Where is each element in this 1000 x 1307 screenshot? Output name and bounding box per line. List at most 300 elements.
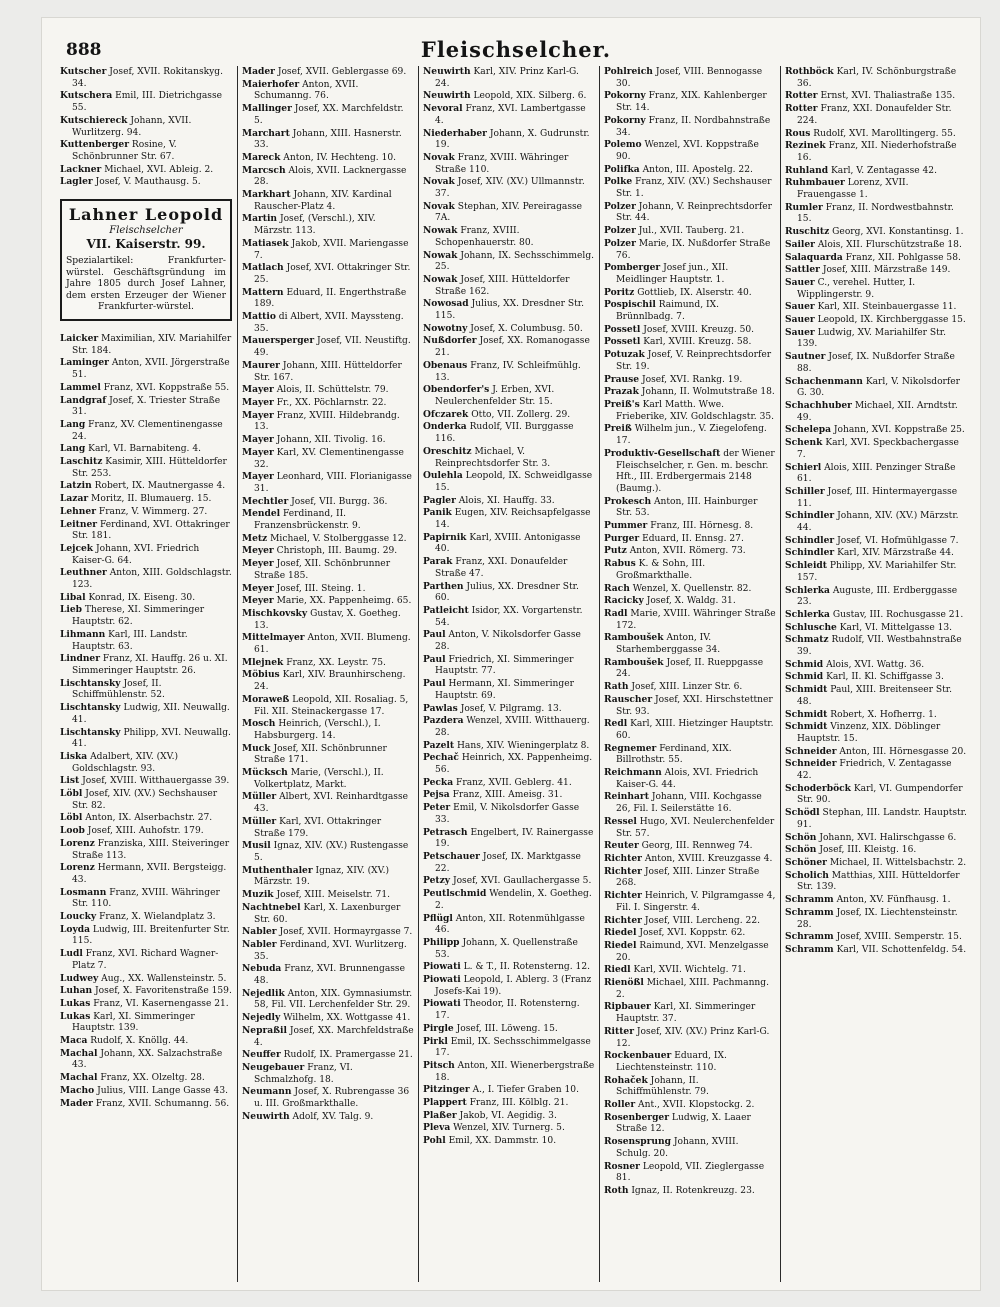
- directory-entry: [600, 743, 778, 767]
- column-4-entries: [600, 66, 778, 1198]
- entry-name: Nepraßil: [242, 1024, 287, 1036]
- entry-details: Anton, III. Hörnesgasse 20.: [839, 746, 967, 757]
- entry-details: Anton, XIII. Goldschlagstr. 123.: [72, 568, 232, 591]
- directory-entry: [56, 419, 234, 443]
- entry-name: Rothböck: [785, 66, 834, 77]
- entry-details: Johann, II. Wolmutstraße 18.: [641, 387, 775, 398]
- entry-name: Petrasch: [423, 826, 468, 838]
- column-2: [237, 66, 416, 1282]
- entry-name: Prause: [604, 373, 640, 385]
- entry-name: Reinhart: [604, 791, 649, 803]
- entry-details: Karl, III. Landstr. Hauptstr. 63.: [72, 629, 188, 652]
- entry-details: Josef, II. Rueppgasse 24.: [616, 657, 764, 680]
- entry-name: Lackner: [60, 163, 102, 175]
- entry-name: Sauer: [785, 314, 815, 326]
- entry-name: Radl: [604, 607, 628, 619]
- column-1: [56, 66, 234, 1282]
- directory-entry: [600, 336, 778, 349]
- directory-entry: [600, 977, 778, 1001]
- directory-entry: [419, 90, 597, 103]
- entry-details: Josef, XII. Schönbrunner Straße 185.: [254, 559, 391, 581]
- ad-trade: Fleischselcher: [109, 225, 183, 237]
- directory-entry: [600, 694, 778, 718]
- ad-company-name: Lahner Leopold: [68, 205, 224, 225]
- directory-entry: [238, 335, 416, 359]
- entry-name: Macho: [60, 1084, 95, 1096]
- entry-details: Emil, V. Nikolsdorfer Gasse 33.: [435, 803, 580, 825]
- directory-entry: [600, 90, 778, 114]
- entry-details: Leonhard, VIII. Florianigasse 31.: [254, 472, 412, 494]
- directory-entry: [238, 397, 416, 410]
- entry-name: Polemo: [604, 139, 642, 151]
- directory-entry: [781, 264, 969, 277]
- directory-entry: [56, 456, 234, 480]
- directory-entry: [600, 632, 778, 656]
- entry-name: Polke: [604, 176, 633, 188]
- directory-entry: [419, 1097, 597, 1110]
- entry-name: Mader: [242, 66, 275, 77]
- entry-name: Muck: [242, 742, 271, 754]
- entry-name: Possetl: [604, 336, 641, 348]
- directory-entry: [419, 1036, 597, 1060]
- entry-details: Hermann, XI. Simmeringer Hauptstr. 69.: [435, 679, 574, 701]
- entry-name: Onderka: [423, 421, 467, 433]
- entry-details: Anton, XII. Wienerbergstraße 18.: [435, 1060, 595, 1083]
- entry-name: Lang: [60, 443, 86, 455]
- entry-name: Pirkl: [423, 1035, 448, 1047]
- entry-details: Franz, X. Wielandplatz 3.: [99, 912, 216, 923]
- entry-details: Josef, XIV. (XV.) Sechshauser Str. 82.: [72, 789, 218, 811]
- directory-entry: [600, 1050, 778, 1074]
- entry-name: Mattio: [242, 311, 276, 323]
- directory-entry: [600, 299, 778, 323]
- entry-details: Karl, XIV. Braunhirscheng. 24.: [254, 670, 406, 693]
- entry-name: Putz: [604, 545, 627, 557]
- entry-details: Franziska, XIII. Steiveringer Straße 113.: [72, 838, 230, 861]
- entry-details: Josef, VII. Burgg. 36.: [291, 496, 388, 507]
- entry-details: Raimund, IX. Brünnlbadg. 7.: [616, 300, 719, 323]
- directory-entry: [419, 937, 597, 961]
- entry-name: Paul: [423, 678, 446, 690]
- directory-entry: [781, 424, 969, 437]
- directory-entry: [56, 678, 234, 702]
- entry-name: Richter: [604, 865, 642, 877]
- entry-details: Rudolf, X. Knöllg. 44.: [90, 1036, 189, 1047]
- directory-entry: [600, 595, 778, 608]
- entry-name: Schierl: [785, 461, 822, 473]
- directory-entry: [56, 812, 234, 825]
- entry-details: Leopold, IX. Kirchberggasse 15.: [817, 315, 966, 326]
- entry-details: Franz, XVIII. Hildebrandg. 13.: [254, 410, 400, 433]
- entry-name: Pazdera: [423, 715, 464, 727]
- entry-details: Josef, VII. Neustiftg. 49.: [254, 336, 411, 359]
- entry-details: Engelbert, IV. Rainergasse 19.: [435, 827, 594, 850]
- entry-details: Eugen, XIV. Reichsapfelgasse 14.: [435, 508, 591, 531]
- entry-name: Regnemer: [604, 742, 657, 754]
- entry-name: Schön: [785, 831, 817, 843]
- entry-name: Polzer: [604, 200, 636, 212]
- directory-entry: [238, 632, 416, 656]
- directory-entry: [56, 973, 234, 986]
- entry-details: Franz, XIX. Kahlenberger Str. 14.: [616, 91, 767, 114]
- directory-entry: [238, 889, 416, 902]
- entry-name: Ritter: [604, 1025, 634, 1037]
- directory-entry: [56, 887, 234, 911]
- entry-details: Therese, XI. Simmeringer Hauptstr. 62.: [72, 605, 205, 628]
- directory-entry: [56, 751, 234, 775]
- entry-details: Johann, XVI. Friedrich Kaiser-G. 64.: [72, 543, 200, 566]
- entry-details: Karl, XVI. Speckbachergasse 7.: [797, 438, 959, 460]
- entry-details: Rudolf, XVI. Marolltingerg. 55.: [813, 128, 956, 139]
- entry-name: Prazak: [604, 386, 639, 398]
- entry-name: Schmid: [785, 658, 824, 670]
- entry-details: Anton, XV. Fünfhausg. 1.: [836, 895, 951, 906]
- entry-details: Anton, XVII. Schumanng. 76.: [254, 79, 359, 102]
- directory-entry: [419, 470, 597, 494]
- page-title: Fleischselcher.: [420, 37, 612, 62]
- entry-name: Pecka: [423, 776, 454, 788]
- directory-entry: [781, 857, 969, 870]
- entry-details: Leopold, XII. Rosaliag. 5, Fil. XII. Steinackergasse 17.: [254, 694, 409, 717]
- directory-entry: [419, 998, 597, 1022]
- directory-entry: [600, 374, 778, 387]
- directory-entry: [56, 825, 234, 838]
- entry-details: Franz, VI. Schmalzhofg. 18.: [254, 1062, 353, 1085]
- entry-details: Ludwig, XII. Neuwallg. 41.: [72, 703, 230, 725]
- directory-entry: [56, 998, 234, 1011]
- entry-details: Robert, X. Hofherrg. 1.: [830, 709, 937, 720]
- entry-name: Rosner: [604, 1160, 640, 1172]
- entry-name: Nowak: [423, 225, 458, 237]
- directory-entry: [238, 902, 416, 926]
- entry-name: Mittelmayer: [242, 632, 305, 644]
- directory-entry: [238, 1086, 416, 1110]
- directory-entry: [419, 446, 597, 470]
- directory-entry: [56, 115, 234, 139]
- entry-details: Ant., XVII. Klopstockg. 2.: [638, 1100, 755, 1111]
- entry-details: Alois, XII. Flurschützstraße 18.: [817, 239, 962, 250]
- entry-details: Robert, IX. Mautnergasse 4.: [94, 481, 226, 492]
- entry-details: Karl, VI. Mittelgasse 13.: [839, 622, 953, 633]
- directory-entry: [419, 777, 597, 790]
- entry-details: Karl, VII. Schottenfeldg. 54.: [836, 944, 967, 955]
- entry-name: Kutschera: [60, 90, 113, 102]
- directory-entry: [419, 715, 597, 739]
- entry-name: Mayer: [242, 384, 274, 396]
- directory-entry: [600, 608, 778, 632]
- entry-details: Karl, XIII. Hietzinger Hauptstr. 60.: [616, 719, 774, 741]
- entry-details: Wilhelm jun., V. Ziegelofeng. 17.: [616, 424, 767, 447]
- entry-details: Josef, XVI. Ottakringer Str. 25.: [254, 263, 411, 285]
- entry-name: Scholich: [785, 869, 829, 881]
- entry-name: Machal: [60, 1072, 98, 1084]
- entry-details: Friedrich, V. Zentagasse 42.: [797, 759, 952, 782]
- entry-name: Rabus: [604, 558, 636, 570]
- entry-details: Vinzenz, XIX. Döblinger Hauptstr. 15.: [797, 722, 941, 744]
- entry-details: Kasimir, XIII. Hütteldorfer Str. 253.: [72, 457, 227, 479]
- entry-details: A., I. Tiefer Graben 10.: [472, 1085, 579, 1096]
- entry-name: Neumann: [242, 1086, 292, 1098]
- entry-details: Josef, III. Steing. 1.: [276, 583, 366, 594]
- directory-entry: [781, 894, 969, 907]
- entry-details: Johann, XIII. Hasnerstr. 33.: [254, 128, 402, 151]
- entry-details: der Wiener Fleischselcher, r. Gen. m. beschr. Hft., III. Erdbergermais 2148 (Baumg.).: [616, 448, 775, 494]
- directory-entry: [56, 604, 234, 628]
- entry-name: Lischtansky: [60, 677, 121, 689]
- directory-entry: [56, 493, 234, 506]
- directory-entry: [419, 66, 597, 90]
- entry-name: Schlusche: [785, 621, 837, 633]
- entry-name: Schindler: [785, 534, 835, 546]
- directory-entry: [781, 277, 969, 301]
- entry-name: Piowati: [423, 974, 461, 986]
- entry-name: Metz: [242, 532, 268, 544]
- entry-name: Muzik: [242, 889, 274, 901]
- entry-name: Plappert: [423, 1097, 467, 1109]
- directory-entry: [600, 853, 778, 866]
- directory-entry: [238, 447, 416, 471]
- entry-name: Nowak: [423, 249, 458, 261]
- directory-entry: [238, 545, 416, 558]
- directory-entry: [781, 400, 969, 424]
- entry-details: Karl, XVIII. Kreuzg. 58.: [643, 337, 752, 348]
- entry-name: Marchart: [242, 127, 290, 139]
- entry-name: Musil: [242, 840, 271, 852]
- entry-name: Pejsa: [423, 789, 450, 801]
- entry-name: Sailer: [785, 238, 815, 250]
- entry-name: Schramm: [785, 931, 834, 943]
- directory-entry: [600, 115, 778, 139]
- directory-entry: [238, 311, 416, 335]
- entry-details: Rudolf, VII. Westbahnstraße 39.: [797, 635, 962, 658]
- directory-entry: [56, 164, 234, 177]
- directory-entry: [781, 103, 969, 127]
- entry-details: L. & T., II. Rotensterng. 12.: [463, 962, 590, 973]
- directory-entry: [419, 495, 597, 508]
- directory-entry: [781, 807, 969, 831]
- directory-entry: [419, 629, 597, 653]
- entry-details: Josef, V. Reinprechtsdorfer Str. 19.: [616, 350, 772, 372]
- directory-entry: [56, 788, 234, 812]
- entry-name: Obendorfer's: [423, 384, 490, 396]
- directory-entry: [600, 520, 778, 533]
- directory-entry: [600, 558, 778, 582]
- directory-entry: [56, 702, 234, 726]
- directory-entry: [781, 314, 969, 327]
- column-1-entries-bottom: [56, 333, 234, 1110]
- entry-name: Plaßer: [423, 1109, 457, 1121]
- entry-name: Laminger: [60, 357, 109, 369]
- directory-entry: [419, 128, 597, 152]
- directory-entry: [600, 164, 778, 177]
- directory-entry: [419, 581, 597, 605]
- entry-name: Oreschitz: [423, 445, 472, 457]
- directory-entry: [238, 840, 416, 864]
- entry-details: Anton, III. Apostelg. 22.: [642, 164, 753, 175]
- entry-details: Rudolf, VII. Burggasse 116.: [435, 422, 574, 445]
- directory-entry: [56, 1098, 234, 1111]
- entry-details: Anton, XIX. Gymnasiumstr. 58, Fil. VII. Lerchenfelder Str. 29.: [254, 988, 413, 1011]
- entry-details: Josef, XII. Schönbrunner Straße 171.: [254, 743, 387, 766]
- entry-name: Löbl: [60, 788, 83, 800]
- entry-details: Karl, XIV. Prinz Karl-G. 24.: [435, 67, 579, 89]
- entry-details: Franz, IV. Schleifmühlg. 13.: [435, 360, 581, 383]
- entry-name: Nejedly: [242, 1012, 281, 1024]
- directory-entry: [419, 335, 597, 359]
- entry-details: Anton, XVII. Blumeng. 61.: [254, 633, 411, 656]
- entry-details: Karl, XV. Clementinengasse 32.: [254, 447, 404, 470]
- entry-name: Ressel: [604, 815, 637, 827]
- entry-name: Laicker: [60, 333, 99, 344]
- entry-details: Josef, XVIII. Semperstr. 15.: [836, 932, 962, 943]
- directory-entry: [56, 90, 234, 114]
- entry-name: Schindler: [785, 547, 835, 559]
- advertisement-box: [60, 199, 232, 321]
- entry-name: Lorenz: [60, 837, 95, 849]
- entry-name: Markhart: [242, 189, 291, 201]
- column-3: [418, 66, 597, 1282]
- directory-entry: [419, 1023, 597, 1036]
- entry-details: Anton, IV. Starhemberggasse 34.: [616, 633, 721, 656]
- directory-entry: [600, 386, 778, 399]
- entry-name: Neugebauer: [242, 1061, 305, 1073]
- entry-details: Hans, XIV. Wieningerplatz 8.: [457, 740, 590, 751]
- entry-name: Lorenz: [60, 862, 95, 874]
- entry-name: Lehner: [60, 505, 96, 517]
- entry-details: Wilhelm, XX. Wottgasse 41.: [283, 1013, 411, 1024]
- entry-details: Josef, X. Favoritenstraße 159.: [95, 986, 232, 997]
- entry-name: Obenaus: [423, 359, 468, 371]
- entry-details: Adolf, XV. Talg. 9.: [292, 1111, 374, 1122]
- directory-entry: [781, 907, 969, 931]
- entry-name: Meyer: [242, 595, 274, 607]
- entry-details: Franz, III. Hörnesg. 8.: [650, 521, 754, 532]
- entry-name: Matlach: [242, 262, 284, 274]
- entry-details: Anton, XVII. Jörgerstraße 51.: [72, 358, 230, 381]
- entry-details: Franz, XX. Olzeltg. 28.: [100, 1073, 205, 1084]
- entry-details: Emil, III. Dietrichgasse 55.: [72, 91, 222, 114]
- entry-details: Johann, IX. Sechsschimmelg. 25.: [435, 250, 595, 273]
- entry-details: Fr., XX. Pöchlarnstr. 22.: [276, 397, 387, 408]
- entry-details: Michael, XVI. Ableig. 2.: [104, 164, 214, 175]
- directory-entry: [238, 471, 416, 495]
- directory-entry: [419, 1135, 597, 1148]
- directory-entry: [781, 226, 969, 239]
- directory-entry: [56, 357, 234, 381]
- entry-name: Rauscher: [604, 693, 653, 705]
- directory-entry: [781, 165, 969, 178]
- directory-entry: [238, 657, 416, 670]
- entry-name: Pohlreich: [604, 66, 653, 77]
- directory-entry: [781, 128, 969, 141]
- entry-name: Preiß's: [604, 398, 640, 410]
- entry-details: Ernst, XVI. Thaliastraße 135.: [820, 91, 956, 102]
- entry-name: Pummer: [604, 520, 648, 532]
- entry-name: Schneider: [785, 745, 837, 757]
- entry-details: Marie, (Verschl.), II. Volkertplatz, Markt.: [254, 768, 384, 790]
- directory-entry: [419, 974, 597, 998]
- entry-details: Anton, IX. Alserbachstr. 27.: [85, 813, 213, 824]
- entry-name: Pokorny: [604, 90, 646, 102]
- entry-details: Josef, III. Hintermayergasse 11.: [797, 486, 958, 509]
- entry-name: Sauer: [785, 326, 815, 338]
- entry-details: Heinrich, (Verschl.), I. Habsburgerg. 14.: [254, 719, 381, 741]
- entry-name: Pawlas: [423, 702, 458, 714]
- directory-entry: [238, 79, 416, 103]
- entry-name: Liska: [60, 750, 88, 762]
- entry-details: Albert, XVI. Reinhardtgasse 43.: [254, 792, 409, 815]
- directory-entry: [600, 225, 778, 238]
- entry-details: Johann, XIII. Hütteldorfer Str. 167.: [254, 360, 402, 383]
- column-5: [780, 66, 969, 1282]
- entry-name: Martin: [242, 213, 278, 225]
- entry-details: Wendelin, X. Goetheg. 2.: [435, 889, 592, 911]
- directory-entry: [781, 832, 969, 845]
- entry-name: Marcsch: [242, 164, 286, 176]
- entry-name: Riedl: [604, 964, 631, 976]
- entry-name: Pagler: [423, 494, 456, 506]
- entry-details: Josef, II. Schiffmühlenstr. 52.: [72, 678, 165, 701]
- entry-details: Karl, X. Laxenburger Str. 60.: [254, 902, 401, 925]
- directory-entry: [781, 510, 969, 534]
- directory-entry: [238, 558, 416, 582]
- entry-name: Novak: [423, 151, 455, 163]
- directory-entry: [238, 508, 416, 532]
- directory-entry: [419, 225, 597, 249]
- entry-details: C., verehel. Hutter, I. Wipplingerstr. 9.: [797, 277, 916, 300]
- entry-details: Christoph, III. Baumg. 29.: [276, 546, 398, 557]
- entry-details: Josef, III. Löweng. 15.: [456, 1023, 558, 1034]
- directory-entry: [781, 66, 969, 90]
- entry-details: Michael, XIII. Pachmanng. 2.: [616, 978, 769, 1000]
- entry-details: Karl, XVI. Ottakringer Straße 179.: [254, 816, 382, 839]
- page-number: 888: [66, 40, 102, 60]
- directory-entry: [419, 827, 597, 851]
- directory-entry: [781, 202, 969, 226]
- entry-details: Johann, XVI. Halirschgasse 6.: [819, 832, 957, 843]
- directory-entry: [56, 629, 234, 653]
- entry-details: Josef, XIV. (XV.) Prinz Karl-G. 12.: [616, 1026, 770, 1049]
- entry-name: Produktiv-Gesellschaft: [604, 447, 721, 459]
- directory-entry: [419, 421, 597, 445]
- directory-entry: [781, 783, 969, 807]
- entry-name: Possetl: [604, 323, 641, 335]
- entry-name: Lang: [60, 418, 86, 430]
- entry-name: Riedel: [604, 927, 637, 939]
- directory-entry: [600, 657, 778, 681]
- entry-name: Rockenbauer: [604, 1050, 672, 1062]
- entry-name: Schelepa: [785, 424, 831, 436]
- entry-name: Lejcek: [60, 542, 94, 554]
- entry-name: Ruhland: [785, 164, 829, 176]
- directory-entry: [56, 443, 234, 456]
- entry-name: Reichmann: [604, 767, 662, 779]
- entry-details: Emil, IX. Sechsschimmelgasse 17.: [435, 1036, 591, 1059]
- entry-details: Marie, XX. Pappenheimg. 65.: [276, 596, 412, 607]
- entry-name: Rotter: [785, 103, 818, 115]
- entry-name: Ripbauer: [604, 1001, 651, 1013]
- entry-name: Rath: [604, 681, 629, 693]
- directory-entry: [419, 409, 597, 422]
- directory-entry: [600, 816, 778, 840]
- entry-name: Lammel: [60, 381, 101, 393]
- directory-entry: [781, 684, 969, 708]
- entry-name: Meyer: [242, 545, 274, 557]
- entry-details: Karl, XI. Simmeringer Hauptstr. 37.: [616, 1002, 756, 1025]
- entry-details: Josef, XX. Marchfeldstraße 4.: [254, 1025, 414, 1048]
- entry-details: Michael, V. Stolberggasse 12.: [270, 533, 407, 544]
- entry-name: Mlejnek: [242, 656, 284, 668]
